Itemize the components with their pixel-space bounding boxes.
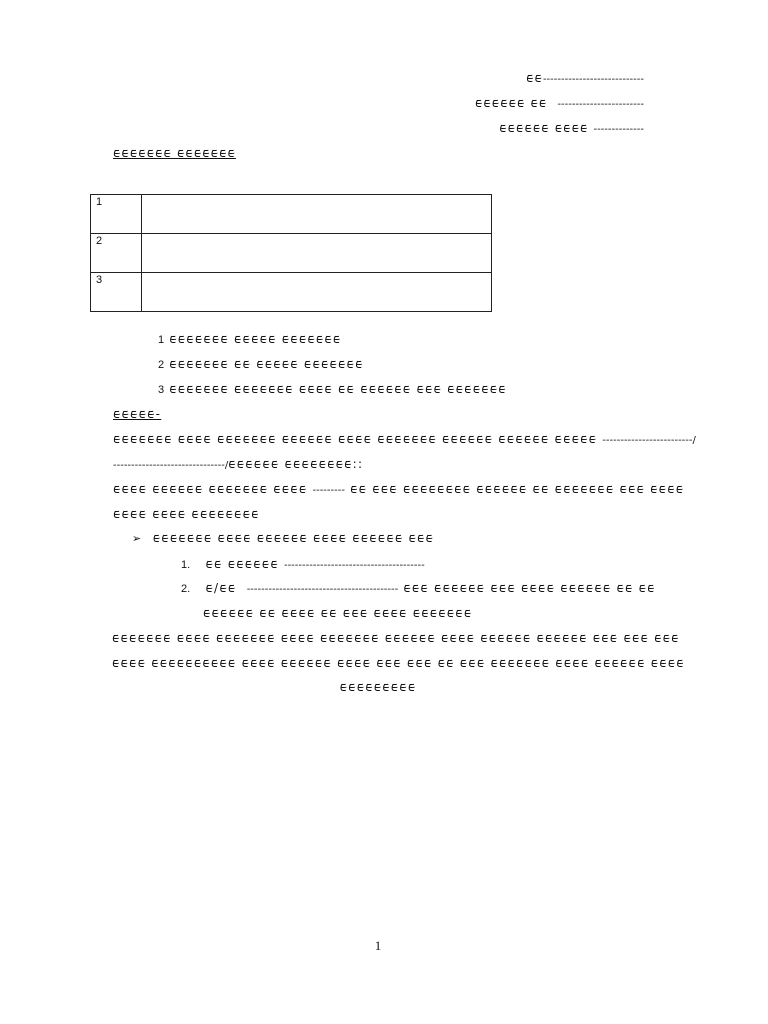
bullet-item	[132, 530, 434, 548]
note-item	[158, 356, 364, 374]
note-number: 2	[158, 359, 165, 371]
paragraph-2-line-1	[113, 481, 684, 499]
document-title: ᰀᰀᰀᰀᰀᰀᰀ ᰀᰀᰀᰀᰀᰀᰀ	[113, 146, 236, 160]
sub-item-label: ᰀ/ᰀᰀ	[205, 581, 237, 595]
table-row-index: 1	[91, 195, 142, 234]
header-line-1-label: ᰀᰀ	[526, 71, 543, 85]
note-text: ᰀᰀᰀᰀᰀᰀᰀ ᰀᰀᰀᰀᰀ ᰀᰀᰀᰀᰀᰀᰀ	[169, 332, 342, 346]
bullet-text: ᰀᰀᰀᰀᰀᰀᰀ ᰀᰀᰀᰀ ᰀᰀᰀᰀᰀᰀ ᰀᰀᰀᰀ ᰀᰀᰀᰀᰀᰀ ᰀᰀᰀ	[152, 531, 435, 545]
sub-item-2-continuation: ᰀᰀᰀᰀᰀᰀ ᰀᰀ ᰀᰀᰀᰀ ᰀᰀ ᰀᰀᰀ ᰀᰀᰀᰀ ᰀᰀᰀᰀᰀᰀᰀ	[203, 606, 473, 620]
header-line-2-blank: ------------------------	[557, 99, 644, 110]
header-line-3-blank: --------------	[593, 124, 644, 135]
paragraph-1-text-2: ᰀᰀᰀᰀᰀᰀ ᰀᰀᰀᰀᰀᰀᰀᰀ::	[228, 457, 364, 471]
sub-item-rest: ᰀᰀᰀ ᰀᰀᰀᰀᰀᰀ ᰀᰀᰀ ᰀᰀᰀᰀ ᰀᰀᰀᰀᰀᰀ ᰀᰀ ᰀᰀ	[403, 581, 656, 595]
header-line-3-label: ᰀᰀᰀᰀᰀᰀ ᰀᰀᰀᰀ	[499, 121, 589, 135]
note-text: ᰀᰀᰀᰀᰀᰀᰀ ᰀᰀ ᰀᰀᰀᰀᰀ ᰀᰀᰀᰀᰀᰀᰀ	[169, 357, 364, 371]
paragraph-1-line-2	[113, 456, 363, 474]
note-item	[158, 331, 341, 349]
header-line-3	[499, 120, 644, 138]
sub-item-2	[181, 580, 656, 598]
note-text: ᰀᰀᰀᰀᰀᰀᰀ ᰀᰀᰀᰀᰀᰀᰀ ᰀᰀᰀᰀ ᰀᰀ ᰀᰀᰀᰀᰀᰀ ᰀᰀᰀ ᰀᰀᰀᰀᰀᰀᰀ	[169, 382, 507, 396]
paragraph-2-line-2	[113, 506, 260, 524]
closing-line-2: ᰀᰀᰀᰀ ᰀᰀᰀᰀᰀᰀᰀᰀᰀᰀ ᰀᰀᰀᰀ ᰀᰀᰀᰀᰀᰀ ᰀᰀᰀᰀ ᰀᰀᰀ ᰀᰀᰀ ᰀᰀ ᰀᰀᰀ ᰀᰀᰀᰀᰀᰀᰀ ᰀᰀᰀᰀ ᰀᰀᰀᰀᰀᰀ ᰀᰀᰀᰀ	[112, 656, 685, 670]
note-number: 1	[158, 334, 165, 346]
table-row-content	[142, 195, 492, 234]
note-item	[158, 381, 507, 399]
entries-table	[90, 194, 492, 312]
table-row-content	[142, 234, 492, 273]
table-row-index: 3	[91, 273, 142, 312]
sub-item-1	[181, 556, 425, 574]
paragraph-1-line-1	[113, 431, 696, 449]
paragraph-1-blank: -------------------------/	[602, 435, 696, 446]
table-row	[91, 273, 492, 312]
table-row	[91, 195, 492, 234]
table-row	[91, 234, 492, 273]
header-line-2	[475, 95, 644, 113]
sub-item-number: 1.	[181, 559, 191, 571]
table-row-content	[142, 273, 492, 312]
paragraph-2-blank: ---------	[312, 485, 345, 496]
sub-item-blank: ---------------------------------------	[283, 560, 425, 571]
paragraph-2-text-b: ᰀᰀ ᰀᰀᰀ ᰀᰀᰀᰀᰀᰀᰀᰀ ᰀᰀᰀᰀᰀᰀ ᰀᰀ ᰀᰀᰀᰀᰀᰀᰀ ᰀᰀᰀ ᰀᰀᰀᰀ	[350, 482, 685, 496]
paragraph-1-text: ᰀᰀᰀᰀᰀᰀᰀ ᰀᰀᰀᰀ ᰀᰀᰀᰀᰀᰀᰀ ᰀᰀᰀᰀᰀᰀ ᰀᰀᰀᰀ ᰀᰀᰀᰀᰀᰀᰀ ᰀᰀᰀᰀᰀᰀ ᰀᰀᰀᰀᰀᰀ ᰀᰀᰀᰀᰀ	[113, 432, 598, 446]
header-line-1-blank: ----------------------------	[542, 74, 644, 85]
table-row-index: 2	[91, 234, 142, 273]
sub-item-label: ᰀᰀ ᰀᰀᰀᰀᰀᰀ	[205, 557, 279, 571]
closing-line-1: ᰀᰀᰀᰀᰀᰀᰀ ᰀᰀᰀᰀ ᰀᰀᰀᰀᰀᰀᰀ ᰀᰀᰀᰀ ᰀᰀᰀᰀᰀᰀᰀ ᰀᰀᰀᰀᰀᰀ ᰀᰀᰀᰀ ᰀᰀᰀᰀᰀᰀ ᰀᰀᰀᰀᰀᰀ ᰀᰀᰀ ᰀᰀᰀ ᰀᰀᰀ	[112, 631, 680, 645]
sub-item-number: 2.	[181, 583, 191, 595]
closing-line-3: ᰀᰀᰀᰀᰀᰀᰀᰀᰀ	[339, 680, 417, 694]
section-heading: ᰀᰀᰀᰀᰀ-	[113, 407, 162, 421]
page-number: 1	[374, 938, 382, 953]
note-number: 3	[158, 384, 165, 396]
arrow-bullet-icon: ➢	[132, 532, 143, 545]
header-line-2-label: ᰀᰀᰀᰀᰀᰀ ᰀᰀ	[474, 96, 548, 110]
paragraph-2-text-a: ᰀᰀᰀᰀ ᰀᰀᰀᰀᰀᰀ ᰀᰀᰀᰀᰀᰀᰀ ᰀᰀᰀᰀ	[113, 482, 308, 496]
header-line-1	[526, 70, 644, 88]
paragraph-1-blank-2: -------------------------------/	[113, 460, 229, 471]
paragraph-2-text-c: ᰀᰀᰀᰀ ᰀᰀᰀᰀ ᰀᰀᰀᰀᰀᰀᰀᰀ	[113, 507, 260, 521]
sub-item-blank: ------------------------------------------	[246, 584, 399, 595]
